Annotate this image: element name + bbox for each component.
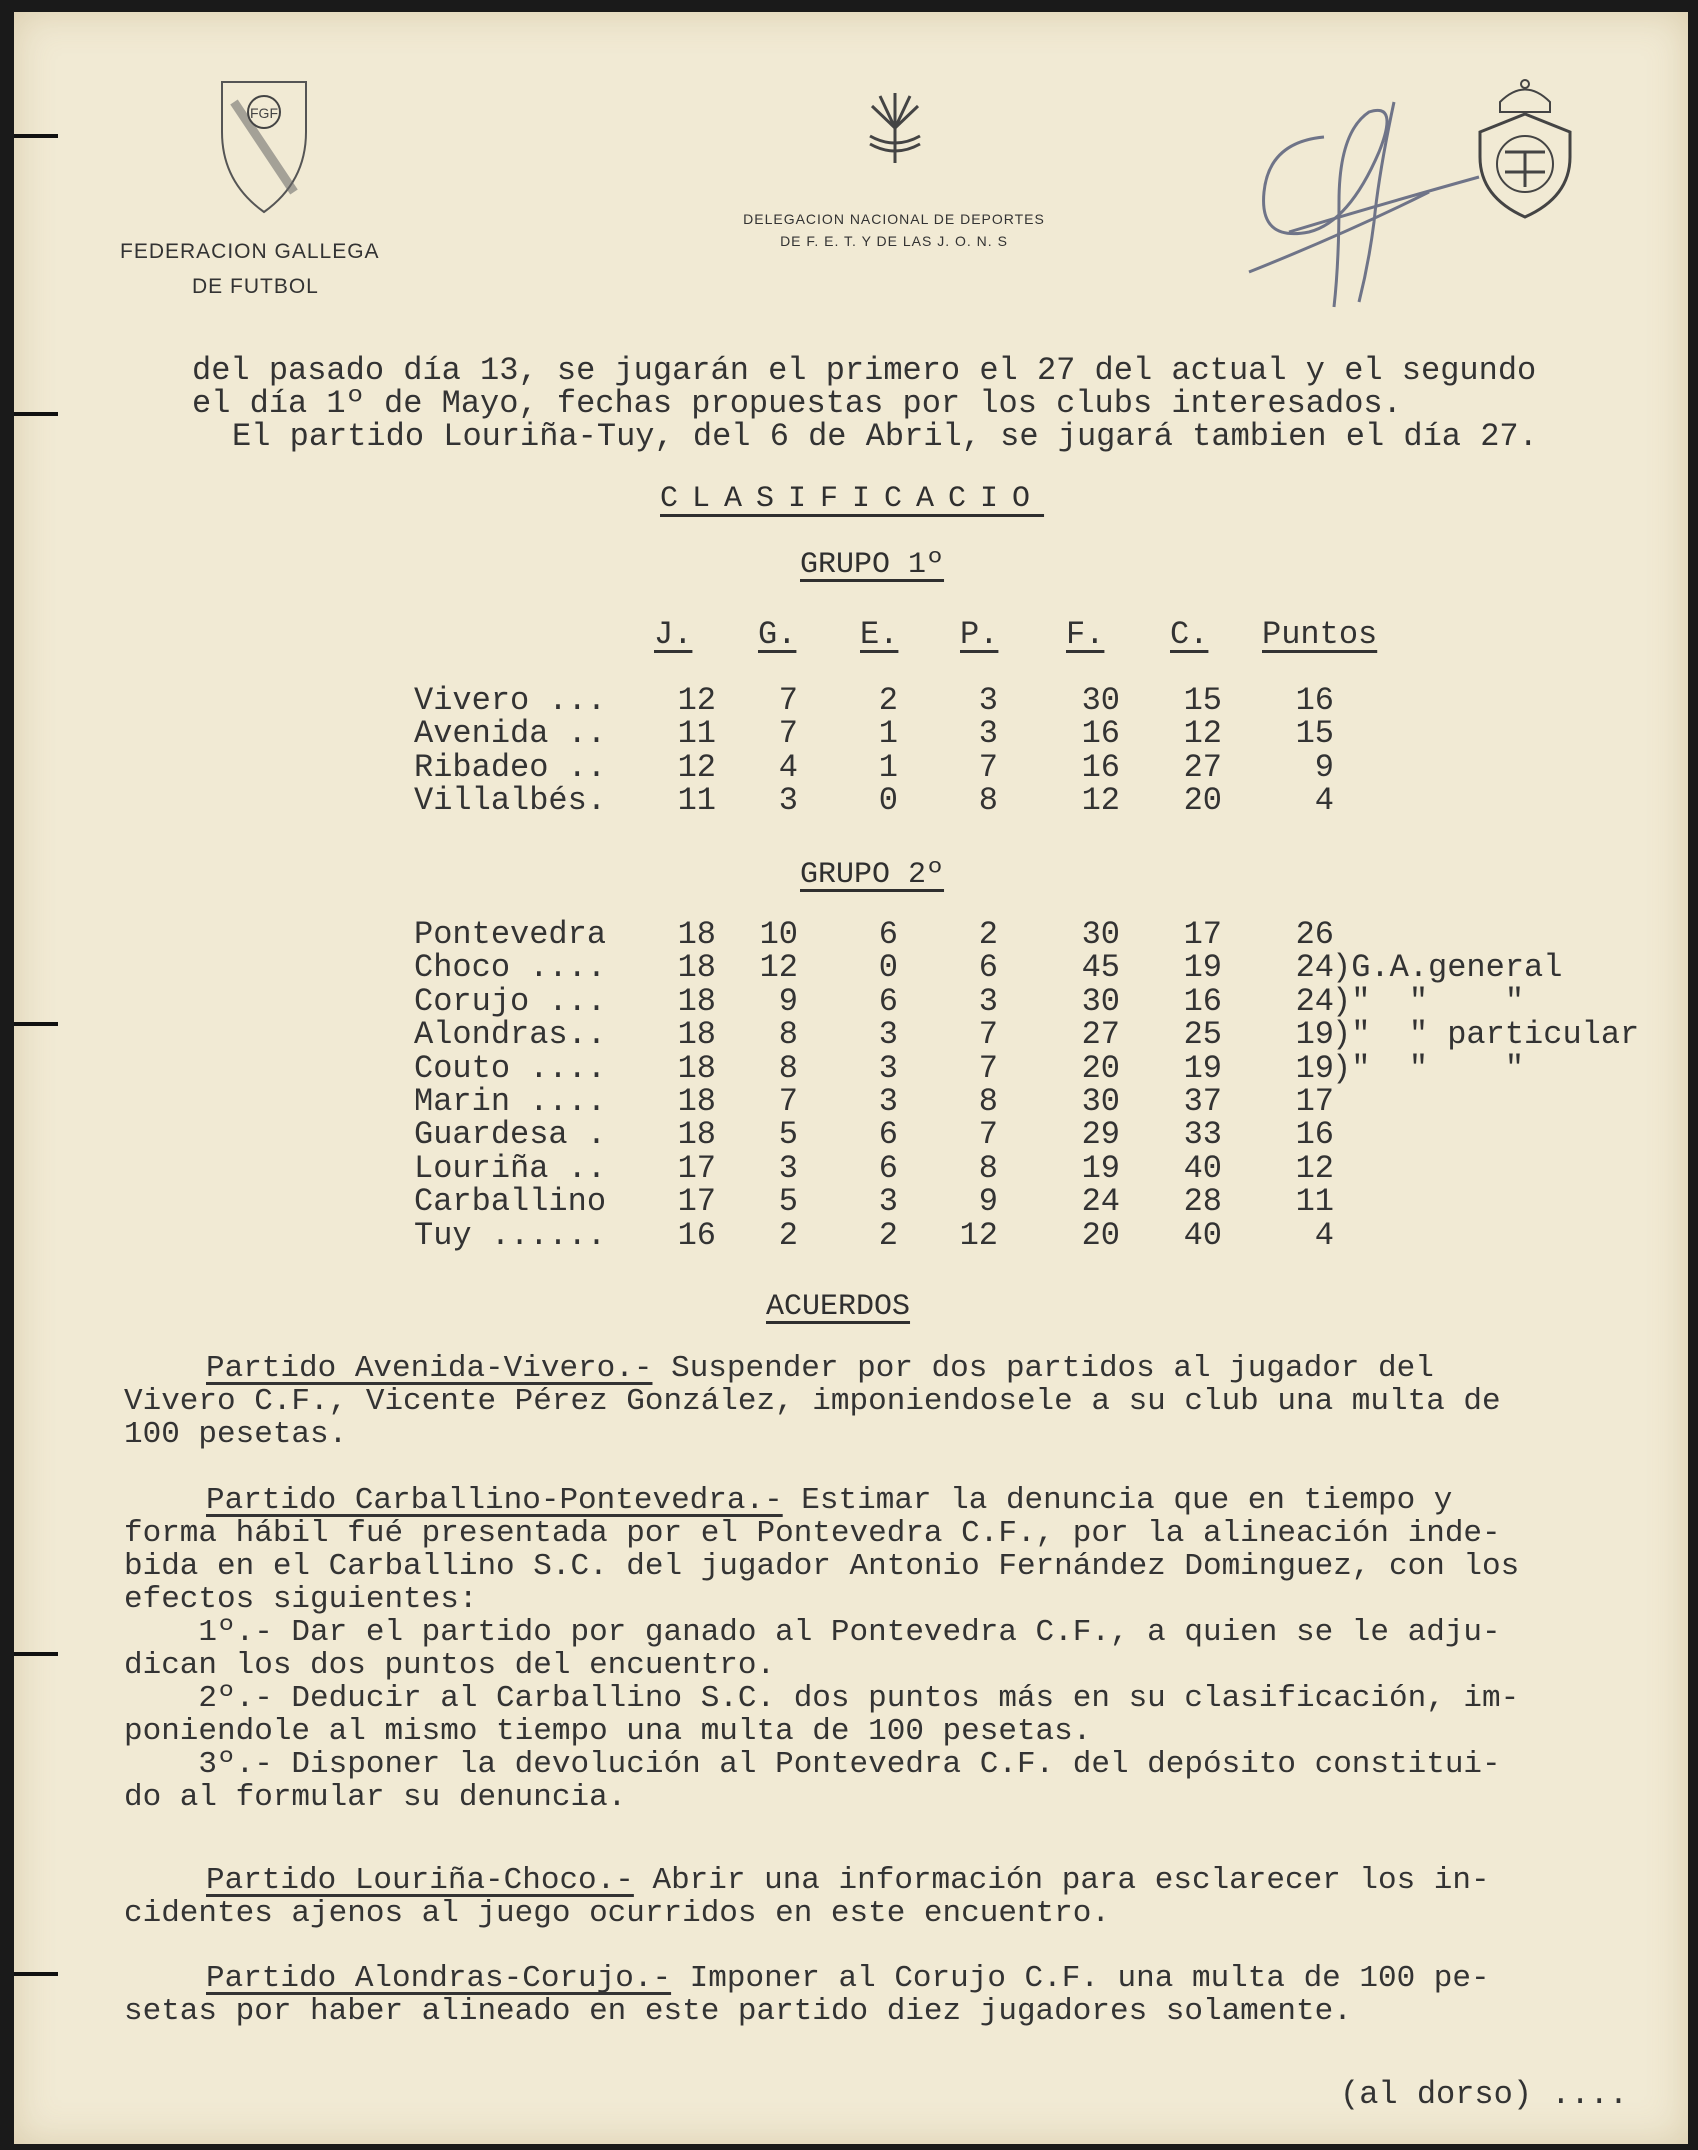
stat-p: 7 — [978, 1049, 998, 1087]
stat-pts: 24 — [1295, 982, 1334, 1020]
stat-p: 9 — [978, 1183, 998, 1221]
stat-g: 5 — [778, 1183, 798, 1221]
stat-c: 20 — [1183, 782, 1222, 820]
delegation-line-2: DE F. E. T. Y DE LAS J. O. N. S — [780, 233, 1008, 249]
stat-p: 2 — [978, 916, 998, 953]
stat-f: 30 — [1081, 916, 1120, 953]
agreement-text: Imponer al Corujo C.F. una multa de 100 pe- — [671, 1961, 1490, 1996]
stat-p: 3 — [978, 682, 998, 719]
stat-j: 18 — [677, 1016, 716, 1054]
punch-mark — [14, 412, 58, 416]
stat-g: 2 — [778, 1216, 798, 1254]
col-header-c: C. — [1170, 616, 1209, 653]
agreement-lourina-choco — [124, 1864, 1684, 1930]
agreement-text: cidentes ajenos al juego ocurridos en este encuentro. — [124, 1896, 1110, 1931]
stat-g: 10 — [759, 916, 798, 953]
stat-pts: 26 — [1295, 916, 1334, 953]
stat-p: 3 — [978, 715, 998, 753]
stat-j: 12 — [677, 748, 716, 786]
stat-pts: 19 — [1295, 1049, 1334, 1087]
team-name: Guardesa . — [414, 1116, 607, 1154]
yoke-and-arrows-icon — [860, 88, 930, 168]
team-name: Alondras.. — [414, 1016, 607, 1054]
stat-p: 8 — [978, 1083, 998, 1120]
stat-p: 6 — [978, 949, 998, 987]
crowned-crest-icon — [1470, 72, 1580, 222]
stat-c: 17 — [1183, 916, 1222, 953]
stat-g: 5 — [778, 1116, 798, 1154]
stat-c: 19 — [1183, 949, 1222, 987]
stat-e: 0 — [878, 949, 898, 987]
team-name: Vivero ... — [414, 682, 607, 719]
stat-f: 45 — [1081, 949, 1120, 987]
agreement-heading: Partido Carballino-Pontevedra.- — [206, 1483, 783, 1518]
standings-row — [414, 1016, 1688, 1054]
stat-e: 6 — [878, 982, 898, 1020]
stat-g: 7 — [778, 715, 798, 753]
intro-line-1: del pasado día 13, se jugarán el primero el 27 del actual y el segundo — [192, 352, 1537, 389]
team-name: Ribadeo .. — [414, 748, 607, 786]
standings-row — [414, 782, 1414, 820]
stat-c: 25 — [1183, 1016, 1222, 1054]
team-name: Villalbés. — [414, 782, 607, 820]
stat-pts: 9 — [1314, 748, 1334, 786]
stat-e: 1 — [878, 715, 898, 753]
group2-table — [414, 916, 1688, 1256]
stat-p: 7 — [978, 1016, 998, 1054]
stat-c: 19 — [1183, 1049, 1222, 1087]
federation-name — [120, 234, 380, 304]
stat-pts: 4 — [1314, 782, 1334, 820]
stat-e: 6 — [878, 1116, 898, 1154]
federation-line-2: DE FUTBOL — [192, 275, 319, 298]
col-header-puntos: Puntos — [1262, 616, 1378, 653]
stat-c: 37 — [1183, 1083, 1222, 1120]
stat-j: 12 — [677, 682, 716, 719]
tiebreak-note: )" " " — [1332, 1049, 1525, 1087]
stat-f: 20 — [1081, 1049, 1120, 1087]
group2-title: GRUPO 2º — [800, 858, 945, 892]
stat-f: 29 — [1081, 1116, 1120, 1154]
stat-pts: 19 — [1295, 1016, 1334, 1054]
stat-f: 24 — [1081, 1183, 1120, 1221]
agreement-heading: Partido Avenida-Vivero.- — [206, 1351, 653, 1386]
stat-pts: 15 — [1295, 715, 1334, 753]
stat-j: 18 — [677, 949, 716, 987]
agreement-text: Estimar la denuncia que en tiempo y — [782, 1483, 1453, 1518]
stat-e: 3 — [878, 1183, 898, 1221]
stat-c: 33 — [1183, 1116, 1222, 1154]
standings-row — [414, 1083, 1688, 1120]
stat-f: 30 — [1081, 1083, 1120, 1120]
stat-pts: 12 — [1295, 1149, 1334, 1187]
standings-row — [414, 1216, 1688, 1254]
agreement-alondras-corujo — [124, 1962, 1684, 2028]
stat-g: 7 — [778, 682, 798, 719]
stat-pts: 16 — [1295, 1116, 1334, 1154]
stat-f: 20 — [1081, 1216, 1120, 1254]
stat-e: 3 — [878, 1083, 898, 1120]
stat-j: 17 — [677, 1183, 716, 1221]
group1-table — [414, 682, 1414, 822]
standings-row — [414, 1149, 1688, 1187]
stat-p: 3 — [978, 982, 998, 1020]
agreement-text: 1º.- Dar el partido por ganado al Pontevedra C.F., a quien se le adju- — [124, 1615, 1501, 1650]
agreement-text: bida en el Carballino S.C. del jugador Antonio Fernández Dominguez, con los — [124, 1549, 1520, 1584]
standings-row — [414, 916, 1688, 953]
standings-row — [414, 1183, 1688, 1221]
stat-g: 12 — [759, 949, 798, 987]
standings-row — [414, 748, 1414, 786]
standings-row — [414, 682, 1414, 719]
tiebreak-note: )" " particular — [1332, 1016, 1640, 1054]
delegation-header — [704, 208, 1084, 252]
punch-mark — [14, 1972, 58, 1976]
standings-row — [414, 1116, 1688, 1154]
continuation-note: (al dorso) .... — [1340, 2076, 1629, 2113]
stat-c: 12 — [1183, 715, 1222, 753]
intro-line-3: El partido Louriña-Tuy, del 6 de Abril, se jugará tambien el día 27. — [232, 418, 1538, 455]
team-name: Pontevedra — [414, 916, 607, 953]
stat-e: 6 — [878, 916, 898, 953]
stat-e: 3 — [878, 1016, 898, 1054]
agreement-text: Abrir una información para esclarecer los in- — [633, 1863, 1490, 1898]
agreement-carballino-pontevedra — [124, 1484, 1684, 1814]
stat-f: 30 — [1081, 982, 1120, 1020]
stat-j: 18 — [677, 1083, 716, 1120]
delegation-line-1: DELEGACION NACIONAL DE DEPORTES — [743, 211, 1045, 227]
stat-c: 40 — [1183, 1216, 1222, 1254]
intro-line-2: el día 1º de Mayo, fechas propuestas por los clubs interesados. — [192, 385, 1402, 422]
stat-g: 8 — [778, 1049, 798, 1087]
stat-e: 1 — [878, 748, 898, 786]
stat-e: 6 — [878, 1149, 898, 1187]
punch-mark — [14, 1652, 58, 1656]
standings-row — [414, 949, 1688, 987]
col-header-e: E. — [860, 616, 899, 653]
agreement-text: forma hábil fué presentada por el Pontevedra C.F., por la alineación inde- — [124, 1516, 1501, 1551]
stat-f: 27 — [1081, 1016, 1120, 1054]
stat-g: 9 — [778, 982, 798, 1020]
stat-f: 12 — [1081, 782, 1120, 820]
team-name: Louriña .. — [414, 1149, 607, 1187]
agreement-text: dican los dos puntos del encuentro. — [124, 1648, 776, 1683]
classification-title: CLASIFICACIO — [660, 482, 1045, 516]
stat-pts: 11 — [1295, 1183, 1334, 1221]
stat-j: 16 — [677, 1216, 716, 1254]
team-name: Choco .... — [414, 949, 607, 987]
team-name: Tuy ...... — [414, 1216, 607, 1254]
stat-p: 7 — [978, 1116, 998, 1154]
stat-j: 18 — [677, 1116, 716, 1154]
document-page — [14, 12, 1688, 2144]
stat-j: 18 — [677, 1049, 716, 1087]
agreement-text: do al formular su denuncia. — [124, 1780, 627, 1815]
punch-mark — [14, 134, 58, 138]
stat-pts: 17 — [1295, 1083, 1334, 1120]
federation-crest-icon — [214, 72, 314, 222]
standings-row — [414, 715, 1414, 753]
stat-e: 2 — [878, 1216, 898, 1254]
stat-p: 8 — [978, 782, 998, 820]
punch-mark — [14, 1022, 58, 1026]
stat-g: 8 — [778, 1016, 798, 1054]
stat-c: 16 — [1183, 982, 1222, 1020]
col-header-p: P. — [960, 616, 999, 653]
stat-pts: 4 — [1314, 1216, 1334, 1254]
standings-row — [414, 1049, 1688, 1087]
stat-j: 11 — [677, 782, 716, 820]
agreement-text: Vivero C.F., Vicente Pérez González, imponiendosele a su club una multa de — [124, 1384, 1501, 1419]
stat-f: 16 — [1081, 748, 1120, 786]
stat-g: 7 — [778, 1083, 798, 1120]
stat-j: 18 — [677, 916, 716, 953]
stat-c: 15 — [1183, 682, 1222, 719]
stat-f: 30 — [1081, 682, 1120, 719]
agreements-title: ACUERDOS — [766, 1290, 911, 1324]
col-header-f: F. — [1066, 616, 1105, 653]
stat-f: 19 — [1081, 1149, 1120, 1187]
team-name: Avenida .. — [414, 715, 607, 753]
stat-j: 17 — [677, 1149, 716, 1187]
standings-row — [414, 982, 1688, 1020]
agreement-text: setas por haber alineado en este partido diez jugadores solamente. — [124, 1994, 1352, 2029]
stat-c: 27 — [1183, 748, 1222, 786]
svg-text:FGF: FGF — [250, 105, 278, 121]
agreement-text: 2º.- Deducir al Carballino S.C. dos puntos más en su clasificación, im- — [124, 1681, 1520, 1716]
stat-pts: 24 — [1295, 949, 1334, 987]
team-name: Carballino — [414, 1183, 607, 1221]
stat-g: 4 — [778, 748, 798, 786]
stat-g: 3 — [778, 782, 798, 820]
federation-line-1: FEDERACION GALLEGA — [120, 240, 380, 263]
stat-j: 11 — [677, 715, 716, 753]
stat-pts: 16 — [1295, 682, 1334, 719]
team-name: Marin .... — [414, 1083, 607, 1120]
agreement-heading: Partido Alondras-Corujo.- — [206, 1961, 672, 1996]
agreement-text: poniendole al mismo tiempo una multa de 100 pesetas. — [124, 1714, 1092, 1749]
stat-g: 3 — [778, 1149, 798, 1187]
agreement-text: 3º.- Disponer la devolución al Pontevedra C.F. del depósito constitui- — [124, 1747, 1501, 1782]
tiebreak-note: )" " " — [1332, 982, 1525, 1020]
stat-j: 18 — [677, 982, 716, 1020]
agreement-heading: Partido Louriña-Choco.- — [206, 1863, 634, 1898]
stat-p: 12 — [959, 1216, 998, 1254]
stat-c: 28 — [1183, 1183, 1222, 1221]
column-headers — [414, 616, 1414, 656]
team-name: Corujo ... — [414, 982, 607, 1020]
agreement-text: Suspender por dos partidos al jugador del — [652, 1351, 1434, 1386]
stat-e: 3 — [878, 1049, 898, 1087]
tiebreak-note: )G.A.general — [1332, 949, 1563, 987]
handwritten-signature — [1229, 82, 1489, 322]
agreement-text: 100 pesetas. — [124, 1417, 348, 1452]
stat-p: 8 — [978, 1149, 998, 1187]
stat-e: 2 — [878, 682, 898, 719]
col-header-j: J. — [654, 616, 693, 653]
stat-f: 16 — [1081, 715, 1120, 753]
stat-c: 40 — [1183, 1149, 1222, 1187]
stat-e: 0 — [878, 782, 898, 820]
col-header-g: G. — [758, 616, 797, 653]
agreement-text: efectos siguientes: — [124, 1582, 478, 1617]
team-name: Couto .... — [414, 1049, 607, 1087]
stat-p: 7 — [978, 748, 998, 786]
group1-title: GRUPO 1º — [800, 548, 945, 582]
agreement-avenida-vivero — [124, 1352, 1684, 1451]
